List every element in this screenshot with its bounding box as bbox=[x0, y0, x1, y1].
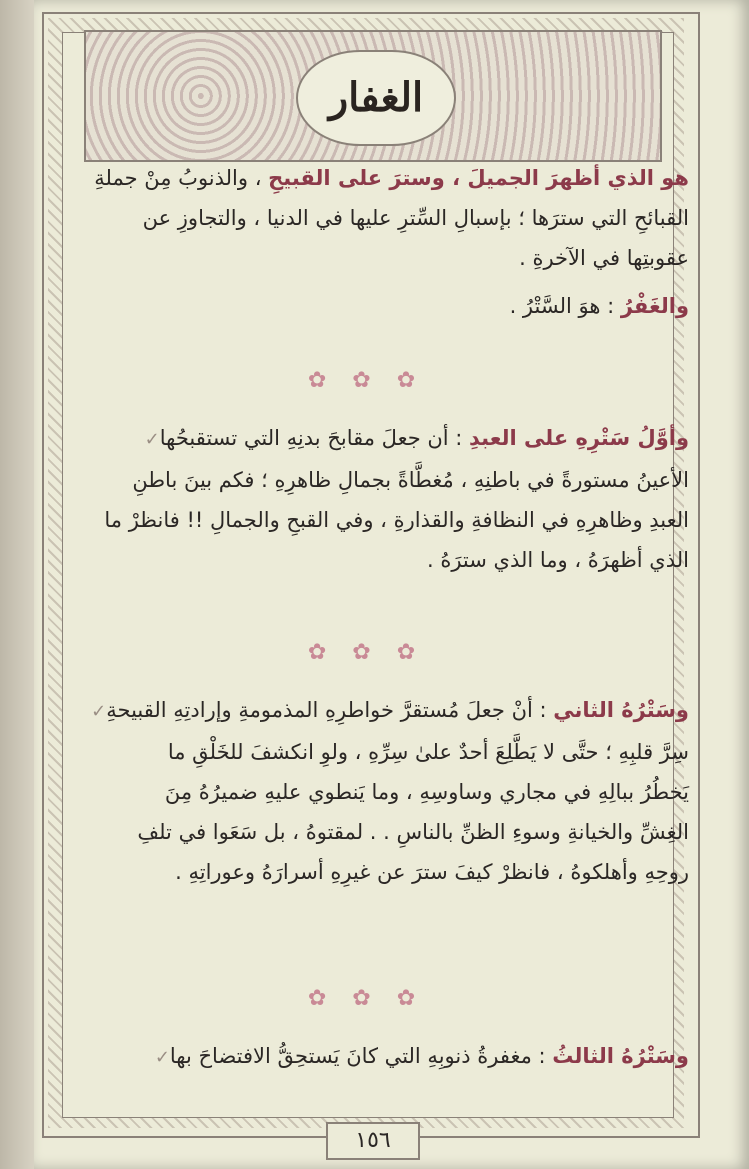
intro-paragraph bbox=[89, 158, 689, 326]
first-covering-paragraph bbox=[89, 418, 689, 580]
first-line-4: الذي أظهرَهُ ، وما الذي سترَهُ . bbox=[426, 548, 689, 572]
first-line-1: وأوَّلُ سَتْرِهِ على العبدِ : أن جعلَ مقابحَ بدنِهِ التي تستقبحُها✓ bbox=[144, 426, 689, 450]
second-heading: وسَتْرُهُ الثاني bbox=[553, 698, 689, 722]
third-line-1: وسَتْرُهُ الثالثُ : مغفرةُ ذنوبِهِ التي كانَ يَستحِقُّ الافتضاحَ بها✓ bbox=[154, 1044, 689, 1068]
second-line-1: وسَتْرُهُ الثاني : أنْ جعلَ مُستقرَّ خواطرِهِ المذمومةِ وإرادتِهِ القبيحةِ✓ bbox=[91, 698, 689, 722]
intro-line-1: هو الذي أظهرَ الجميلَ ، وسترَ على القبيحِ ، والذنوبُ مِنْ جملةِ bbox=[94, 166, 689, 190]
section-separator-2: ✿✿✿ bbox=[307, 640, 442, 665]
second-line-2: سِرَّ قلبِهِ ؛ حتَّى لا يَطَّلِعَ أحدٌ علىٰ سِرِّهِ ، ولوِ انكشفَ للخَلْقِ ما bbox=[167, 740, 689, 764]
first-line-2: الأعينُ مستورةً في باطنِهِ ، مُغطَّاةً بجمالِ ظاهرِهِ ؛ فكم بينَ باطنِ bbox=[132, 468, 689, 492]
intro-line-3: عقوبتِها في الآخرةِ . bbox=[519, 246, 689, 270]
page-title: الغفار bbox=[328, 74, 424, 121]
second-covering-paragraph bbox=[89, 690, 689, 892]
check-mark-icon: ✓ bbox=[144, 429, 160, 450]
first-heading: وأوَّلُ سَتْرِهِ على العبدِ bbox=[469, 426, 689, 450]
second-line-5: روحِهِ وأهلكوهُ ، فانظرْ كيفَ سترَ عن غيرِهِ أسرارَهُ وعوراتِهِ . bbox=[175, 860, 689, 884]
term-ghafr: والغَفْرُ bbox=[620, 294, 689, 318]
intro-line-2: القبائحِ التي سترَها ؛ بإسبالِ السِّترِ عليها في الدنيا ، والتجاوزِ عن bbox=[142, 206, 689, 230]
third-covering-paragraph bbox=[89, 1036, 689, 1078]
check-mark-icon: ✓ bbox=[91, 701, 107, 722]
third-heading: وسَتْرُهُ الثالثُ bbox=[552, 1044, 689, 1068]
second-line-3: يَخطُرُ ببالِهِ في مجاري وساوسِهِ ، وما يَنطوي عليهِ ضميرُهُ مِنَ bbox=[164, 780, 689, 804]
title-cartouche bbox=[296, 50, 456, 146]
check-mark-icon: ✓ bbox=[154, 1047, 170, 1068]
title-ornament-box bbox=[84, 30, 662, 162]
second-line-4: الغِشِّ والخيانةِ وسوءِ الظنِّ بالناسِ . . لمقتوهُ ، بل سَعَوا في تلفِ bbox=[137, 820, 689, 844]
intro-line-4: والغَفْرُ : هوَ السَّتْرُ . bbox=[509, 294, 689, 318]
section-separator-3: ✿✿✿ bbox=[307, 986, 442, 1011]
section-separator-1: ✿✿✿ bbox=[307, 368, 442, 393]
page-number: ١٥٦ bbox=[326, 1122, 420, 1160]
first-line-3: العبدِ وظاهرِهِ في النظافةِ والقذارةِ ، وفي القبحِ والجمالِ !! فانظرْ ما bbox=[104, 508, 689, 532]
intro-highlight: هو الذي أظهرَ الجميلَ ، وسترَ على القبيحِ bbox=[268, 166, 689, 190]
